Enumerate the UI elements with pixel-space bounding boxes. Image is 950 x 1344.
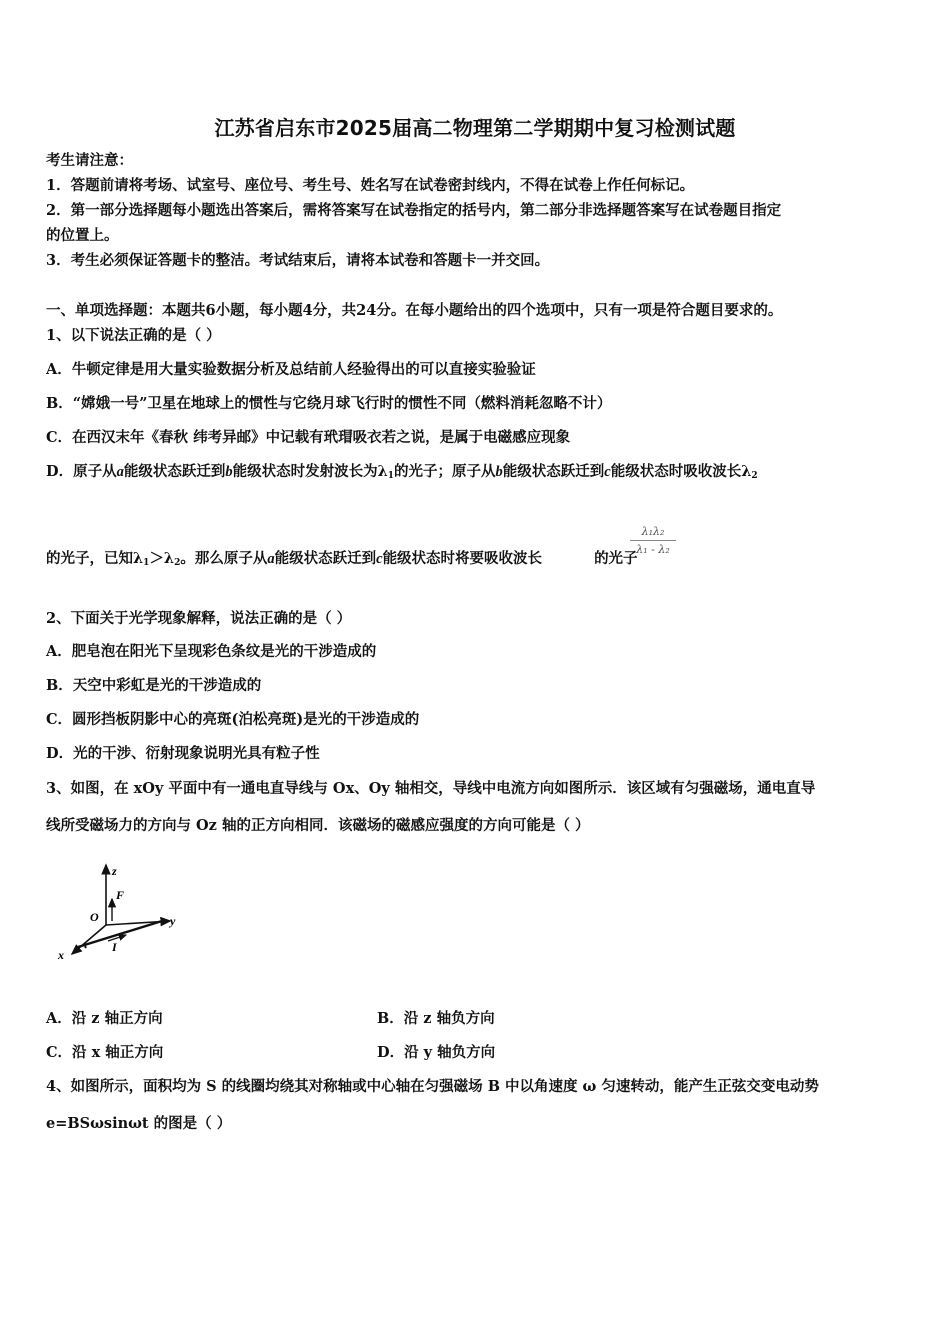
label-z: z <box>112 864 117 878</box>
page-title: 江苏省启东市2025届高二物理第二学期期中复习检测试题 <box>214 116 736 140</box>
q3-stem-cont: 线所受磁场力的方向与 Oz 轴的正方向相同．该磁场的磁感应强度的方向可能是（ ） <box>46 817 590 834</box>
q2-option-d: D．光的干涉、衍射现象说明光具有粒子性 <box>46 745 320 762</box>
q1-option-b: B．“嫦娥一号”卫星在地球上的惯性与它绕月球飞行时的惯性不同（燃料消耗忽略不计） <box>46 395 612 412</box>
wire-shading <box>85 946 86 948</box>
notice-item-2-cont: 的位置上。 <box>46 227 119 244</box>
q2-option-c: C．圆形挡板阴影中心的亮斑(泊松亮斑)是光的干涉造成的 <box>46 711 420 728</box>
q1-option-d-cont: 的光子，已知$\lambda_1>\lambda_2$。那么原子从a能级状态跃迁到c能级状态时将要吸收波长 的光子 <box>46 550 638 568</box>
q3-figure <box>50 855 190 965</box>
label-y: y <box>170 914 176 928</box>
notice-item-3: 3．考生必须保证答题卡的整洁。考试结束后，请将本试卷和答题卡一并交回。 <box>46 252 550 269</box>
notice-item-2: 2．第一部分选择题每小题选出答案后，需将答案写在试卷指定的括号内，第二部分非选择题答案写在试卷题目指定 <box>46 202 782 219</box>
label-x: x <box>58 948 64 962</box>
q1-fraction-denominator: λ₁ - λ₂ <box>636 543 670 556</box>
label-f: F <box>116 888 125 902</box>
section-heading: 一、单项选择题：本题共6小题，每小题4分，共24分。在每小题给出的四个选项中，只有一项是符合题目要求的。 <box>46 302 783 319</box>
q1-fraction-bar <box>630 540 676 541</box>
label-o: O <box>90 910 99 924</box>
q1-fraction-numerator: λ₁λ₂ <box>641 525 665 538</box>
q1-stem: 1、以下说法正确的是（ ） <box>46 327 221 344</box>
q2-stem: 2、下面关于光学现象解释，说法正确的是（ ） <box>46 610 352 627</box>
q2-option-b: B．天空中彩虹是光的干涉造成的 <box>46 677 262 694</box>
label-i: I <box>112 940 117 954</box>
q3-option-c: C．沿 x 轴正方向 <box>46 1044 164 1061</box>
q1-option-a: A．牛顿定律是用大量实验数据分析及总结前人经验得出的可以直接实验验证 <box>46 361 536 378</box>
q3-option-a: A．沿 z 轴正方向 <box>46 1010 163 1027</box>
notice-item-1: 1．答题前请将考场、试室号、座位号、考生号、姓名写在试卷密封线内，不得在试卷上作任何标记。 <box>46 177 695 194</box>
q1-option-d: D．原子从a能级状态跃迁到b能级状态时发射波长为$\lambda_1$的光子；原子从b能级状态跃迁到c能级状态时吸收波长$\lambda_2$ <box>46 463 758 481</box>
q4-stem: 4、如图所示，面积均为 S 的线圈均绕其对称轴或中心轴在匀强磁场 B 中以角速度 ω 匀速转动，能产生正弦交变电动势 <box>46 1078 819 1095</box>
q1-fraction <box>628 524 678 557</box>
q2-option-a: A．肥皂泡在阳光下呈现彩色条纹是光的干涉造成的 <box>46 643 377 660</box>
q3-stem: 3、如图，在 xOy 平面中有一通电直导线与 Ox、Oy 轴相交，导线中电流方向如图所示．该区域有匀强磁场，通电直导 <box>46 780 816 797</box>
q3-option-d: D．沿 y 轴负方向 <box>377 1044 496 1061</box>
q3-option-b: B．沿 z 轴负方向 <box>377 1010 495 1027</box>
q4-stem-cont: e=BSωsinωt 的图是（ ） <box>46 1115 232 1132</box>
q1-option-c: C．在西汉末年《春秋 纬考异邮》中记载有玳瑁吸衣若之说，是属于电磁感应现象 <box>46 429 571 446</box>
notice-heading: 考生请注意： <box>46 152 133 169</box>
